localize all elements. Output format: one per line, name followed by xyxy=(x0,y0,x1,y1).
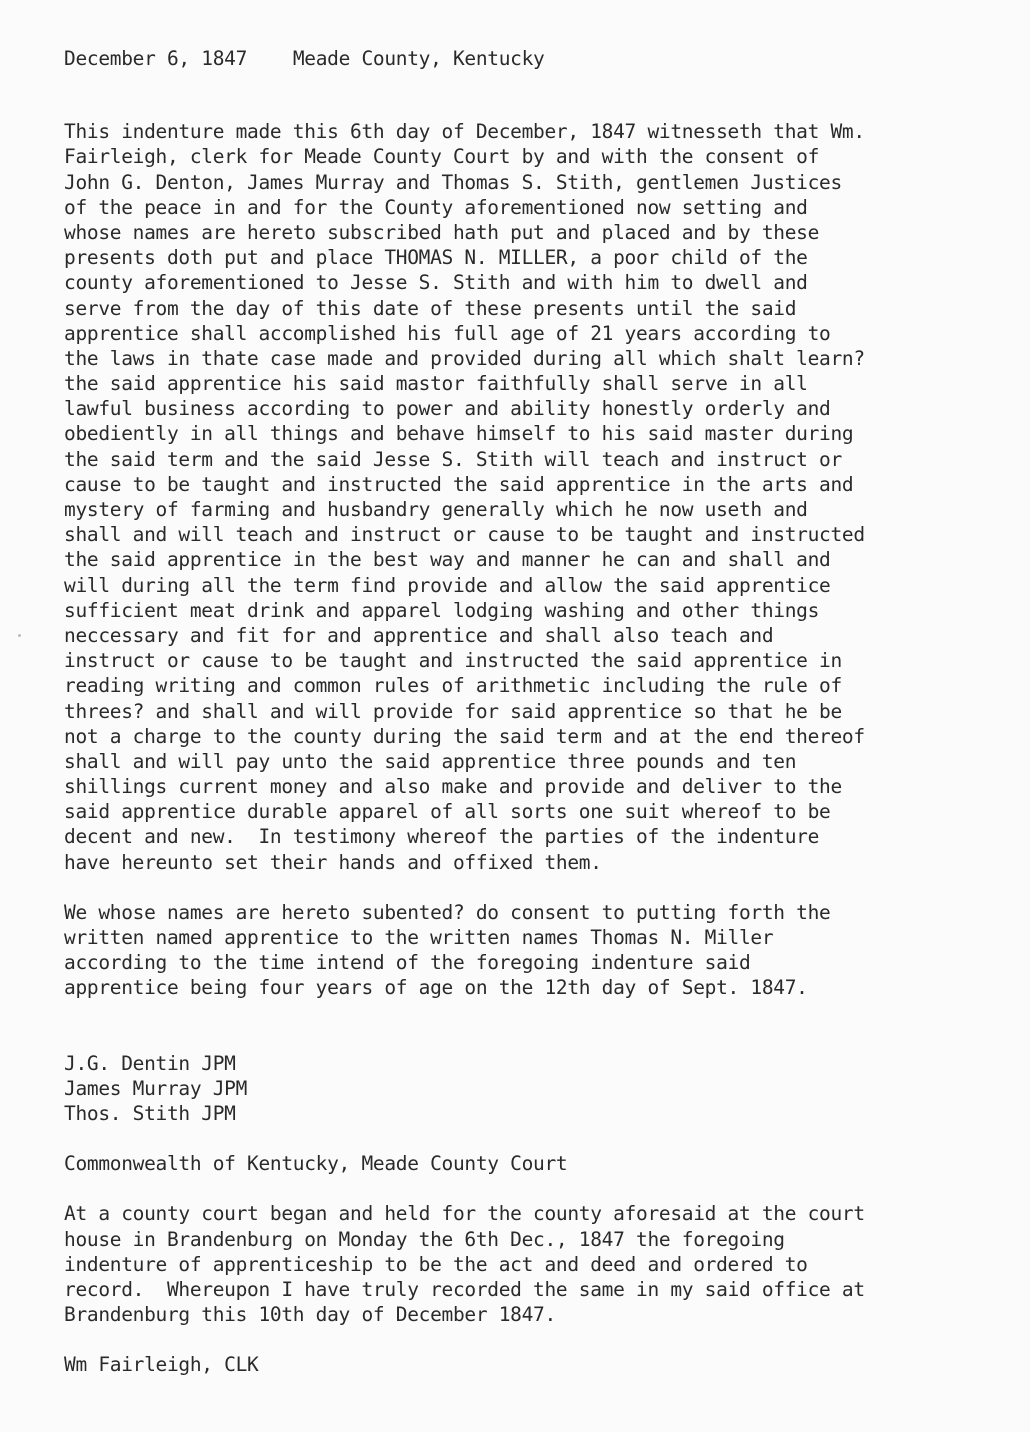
indenture-line: said apprentice durable apparel of all sorts one suit whereof to be xyxy=(64,800,831,824)
indenture-line: Fairleigh, clerk for Meade County Court by and with the consent of xyxy=(64,145,820,169)
court-record-paragraph xyxy=(64,1201,964,1327)
header-date: December 6, 1847 xyxy=(64,47,248,70)
indenture-line: cause to be taught and instructed the said apprentice in the arts and xyxy=(64,472,854,496)
indenture-line: whose names are hereto subscribed hath put and placed and by these xyxy=(64,220,820,244)
indenture-line: serve from the day of this date of these presents until the said xyxy=(64,296,797,320)
indenture-line: neccessary and fit for and apprentice and shall also teach and xyxy=(64,623,774,647)
indenture-line: shall and will teach and instruct or cause to be taught and instructed xyxy=(64,523,865,547)
indenture-line: of the peace in and for the County aforementioned now setting and xyxy=(64,195,808,219)
signature-stith: Thos. Stith JPM xyxy=(64,1101,236,1125)
stray-mark xyxy=(18,634,21,637)
indenture-line: sufficient meat drink and apparel lodging washing and other things xyxy=(64,598,820,622)
signature-murray: James Murray JPM xyxy=(64,1076,248,1100)
indenture-line: have hereunto set their hands and offixed them. xyxy=(64,850,602,874)
consent-line: according to the time intend of the foregoing indenture said xyxy=(64,951,751,975)
indenture-line: the said apprentice in the best way and manner he can and shall and xyxy=(64,548,831,572)
indenture-line: shillings current money and also make and provide and deliver to the xyxy=(64,775,842,799)
clerk-signature: Wm Fairleigh, CLK xyxy=(64,1353,259,1377)
court-heading: Commonwealth of Kentucky, Meade County Court xyxy=(64,1152,568,1176)
document-header xyxy=(64,46,964,71)
indenture-paragraph xyxy=(64,119,964,875)
justice-signatures xyxy=(64,1051,964,1127)
indenture-line: lawful business according to power and ability honestly orderly and xyxy=(64,397,831,421)
court-record-line: At a county court began and held for the county aforesaid at the court xyxy=(64,1202,865,1226)
indenture-line: presents doth put and place THOMAS N. MILLER, a poor child of the xyxy=(64,246,808,270)
indenture-line: the laws in thate case made and provided during all which shalt learn? xyxy=(64,346,865,370)
court-record-line: house in Brandenburg on Monday the 6th Dec., 1847 the foregoing xyxy=(64,1227,785,1251)
consent-line: apprentice being four years of age on the 12th day of Sept. 1847. xyxy=(64,976,808,1000)
indenture-line: shall and will pay unto the said apprentice three pounds and ten xyxy=(64,749,797,773)
document-page xyxy=(64,46,964,1377)
indenture-line: reading writing and common rules of arithmetic including the rule of xyxy=(64,674,842,698)
court-record-line: indenture of apprenticeship to be the act and deed and ordered to xyxy=(64,1252,808,1276)
indenture-line: This indenture made this 6th day of December, 1847 witnesseth that Wm. xyxy=(64,120,865,144)
indenture-line: instruct or cause to be taught and instructed the said apprentice in xyxy=(64,649,842,673)
indenture-line: apprentice shall accomplished his full age of 21 years according to xyxy=(64,321,831,345)
indenture-line: decent and new. In testimony whereof the parties of the indenture xyxy=(64,825,820,849)
signature-denton: J.G. Dentin JPM xyxy=(64,1051,236,1075)
indenture-line: obediently in all things and behave himself to his said master during xyxy=(64,422,854,446)
indenture-line: the said apprentice his said mastor faithfully shall serve in all xyxy=(64,372,808,396)
indenture-line: the said term and the said Jesse S. Stith will teach and instruct or xyxy=(64,447,842,471)
consent-paragraph xyxy=(64,900,964,1001)
consent-line: We whose names are hereto subented? do consent to putting forth the xyxy=(64,900,831,924)
court-record-line: Brandenburg this 10th day of December 1847. xyxy=(64,1303,556,1327)
indenture-line: mystery of farming and husbandry generally which he now useth and xyxy=(64,498,808,521)
indenture-line: county aforementioned to Jesse S. Stith and with him to dwell and xyxy=(64,271,808,295)
indenture-line: threes? and shall and will provide for said apprentice so that he be xyxy=(64,699,842,723)
consent-line: written named apprentice to the written names Thomas N. Miller xyxy=(64,926,774,949)
court-record-line: record. Whereupon I have truly recorded the same in my said office at xyxy=(64,1277,865,1301)
indenture-line: not a charge to the county during the said term and at the end thereof xyxy=(64,724,865,748)
indenture-line: will during all the term find provide and allow the said apprentice xyxy=(64,573,831,597)
header-location: Meade County, Kentucky xyxy=(292,47,545,70)
indenture-line: John G. Denton, James Murray and Thomas S. Stith, gentlemen Justices xyxy=(64,170,842,194)
